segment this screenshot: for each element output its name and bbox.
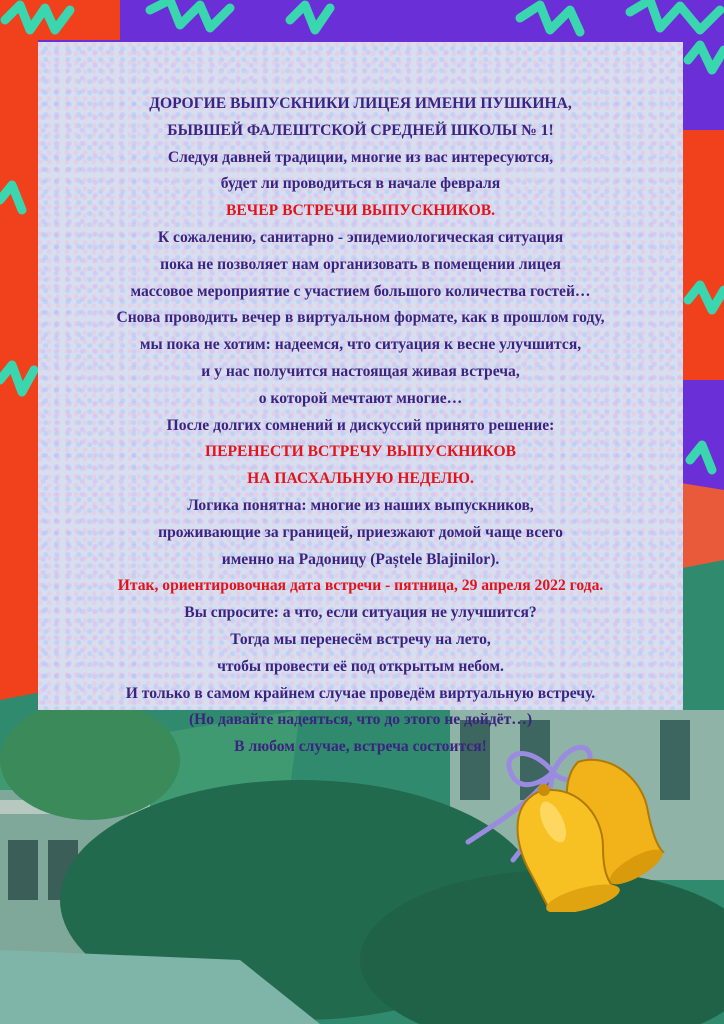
text-line: И только в самом крайнем случае проведём виртуальную встречу.	[125, 684, 596, 702]
text-line: Тогда мы перенесём встречу на лето,	[230, 630, 491, 648]
text-line: ВЕЧЕР ВСТРЕЧИ ВЫПУСКНИКОВ.	[226, 202, 495, 220]
text-line: Следуя давней традиции, многие из вас интересуются,	[167, 148, 554, 166]
text-line: После долгих сомнений и дискуссий принято решение:	[166, 416, 555, 434]
text-line: будет ли проводиться в начале февраля	[220, 175, 501, 193]
announcement-panel	[38, 42, 683, 756]
text-line: БЫВШЕЙ ФАЛЕШТСКОЙ СРЕДНЕЙ ШКОЛЫ № 1!	[167, 121, 554, 139]
text-line: чтобы провести её под открытым небом.	[217, 657, 504, 675]
golden-bells-icon	[458, 732, 666, 912]
text-line: Итак, ориентировочная дата встречи - пятница, 29 апреля 2022 года.	[117, 577, 604, 595]
text-line: Логика понятна: многие из наших выпускников,	[187, 496, 534, 514]
text-line: о которой мечтают многие…	[258, 389, 463, 407]
text-line: пока не позволяет нам организовать в помещении лицея	[160, 255, 561, 273]
text-line: (Но давайте надеяться, что до этого не дойдёт…)	[188, 711, 533, 729]
text-line: мы пока не хотим: надеемся, что ситуация к весне улучшится,	[139, 336, 582, 354]
text-line: В любом случае, встреча состоится!	[234, 738, 487, 756]
text-line: ПЕРЕНЕСТИ ВСТРЕЧУ ВЫПУСКНИКОВ	[204, 443, 516, 461]
text-line: Снова проводить вечер в виртуальном формате, как в прошлом году,	[116, 309, 605, 327]
text-line: массовое мероприятие с участием большого количества гостей…	[130, 282, 591, 300]
announcement-text	[38, 91, 683, 761]
text-line: проживающие за границей, приезжают домой чаще всего	[158, 523, 563, 541]
text-line: ДОРОГИЕ ВЫПУСКНИКИ ЛИЦЕЯ ИМЕНИ ПУШКИНА,	[149, 95, 572, 112]
text-line: НА ПАСХАЛЬНУЮ НЕДЕЛЮ.	[247, 470, 474, 488]
text-line: именно на Радоницу (Paștele Blajinilor).	[221, 550, 500, 568]
text-line: и у нас получится настоящая живая встреча,	[201, 362, 520, 380]
text-line: К сожалению, санитарно - эпидемиологическая ситуация	[157, 228, 564, 246]
text-line: Вы спросите: а что, если ситуация не улучшится?	[184, 604, 537, 622]
